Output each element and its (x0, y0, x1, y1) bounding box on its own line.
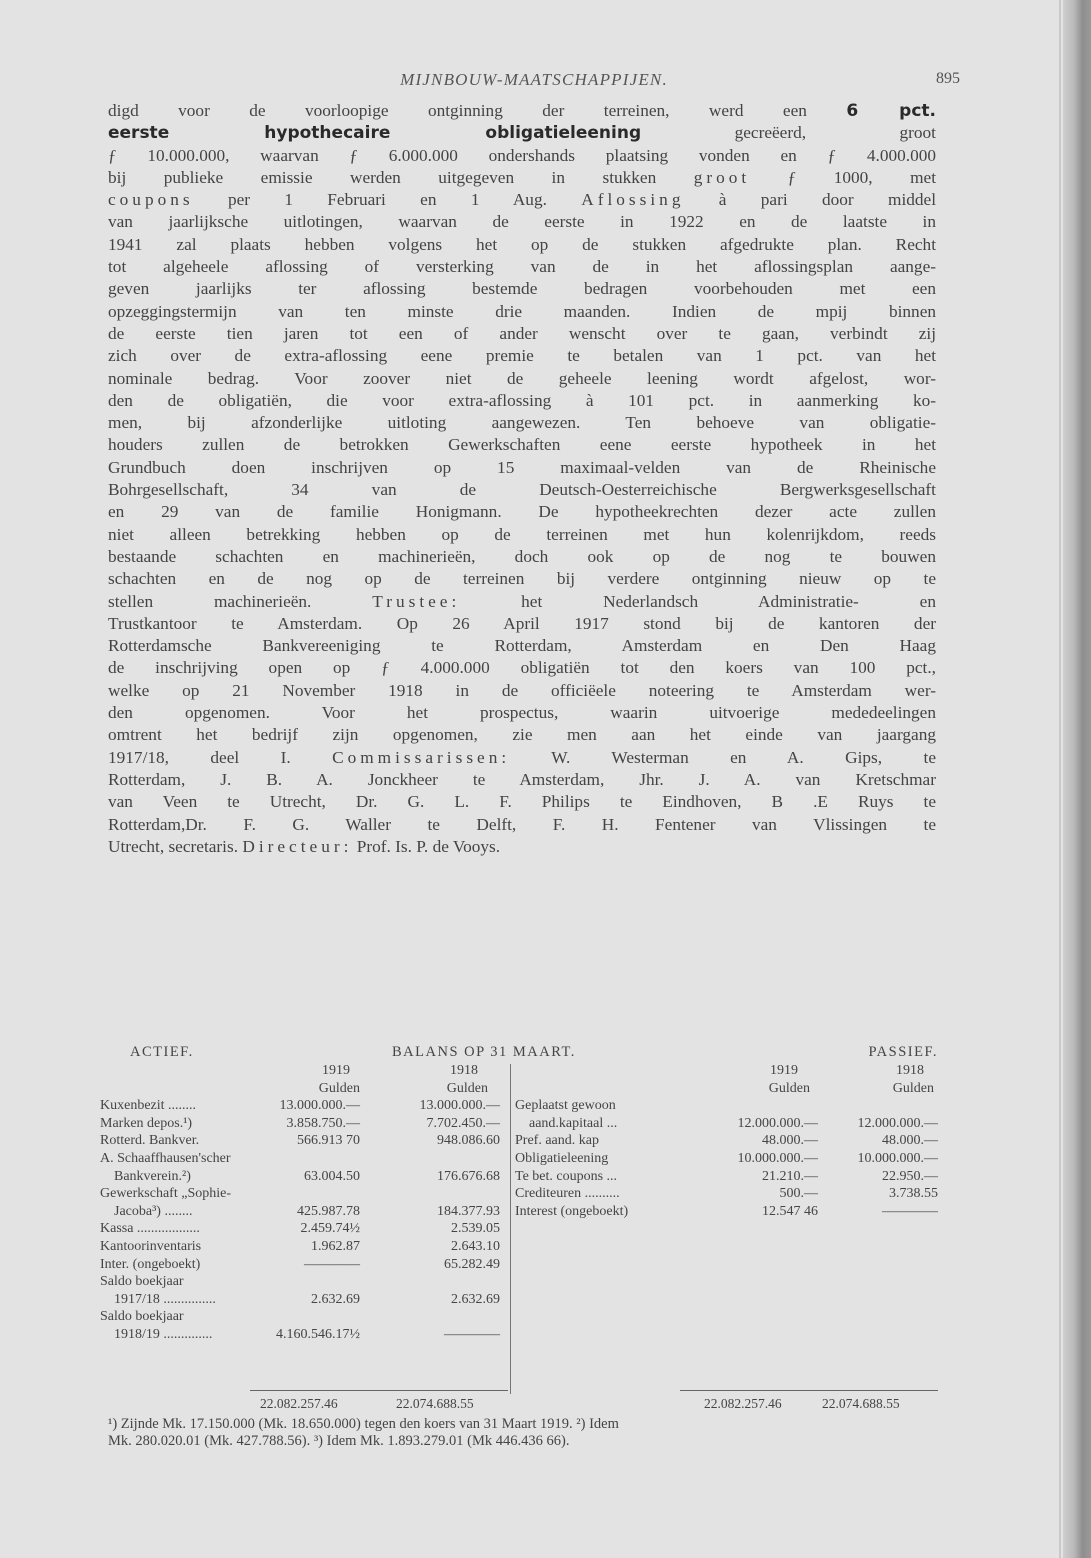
balance-title: BALANS OP 31 MAART. (392, 1044, 576, 1060)
passief-row (515, 1203, 938, 1221)
text-line (108, 836, 936, 858)
value-1918: 10.000.000.— (857, 1150, 938, 1166)
actief-row (100, 1326, 510, 1344)
value-1918: 7.702.450.— (426, 1115, 500, 1131)
text-span: ƒ 10.000.000, waarvan ƒ 6.000.000 ondershands plaatsing vonden en ƒ 4.000.000 (108, 145, 936, 165)
text-span: men, bij afzonderlijke uitloting aangewezen. Ten behoeve van obligatie- (108, 413, 936, 433)
row-label: Gewerkschaft „Sophie- (100, 1186, 232, 1202)
row-label: Marken depos.¹) (100, 1115, 193, 1131)
passief-total-1919: 22.082.257.46 (704, 1396, 782, 1411)
text-span: niet alleen betrekking hebben op de terreinen met hun kolenrijkdom, reeds (108, 524, 936, 544)
value-1918: 2.643.10 (451, 1238, 500, 1254)
actief-row (100, 1150, 510, 1168)
text-span: stellen machinerieën. (108, 591, 373, 611)
value-1918: 176.676.68 (437, 1168, 500, 1184)
text-span: per 1 Februari en 1 Aug. (193, 190, 582, 210)
text-span: gecreëerd, groot (641, 123, 936, 143)
value-1919: 500.— (779, 1186, 818, 1202)
text-span: W. Westerman en A. Gips, te (510, 747, 936, 767)
value-1918: 948.086.60 (437, 1133, 500, 1149)
row-label: Crediteuren .......... (515, 1186, 620, 1202)
text-line (108, 613, 936, 635)
actief-row (100, 1115, 510, 1133)
year-1919: 1919 (770, 1063, 798, 1078)
value-1919: 13.000.000.— (279, 1098, 360, 1114)
spaced-emphasis-text: Aflossing (581, 190, 685, 210)
spaced-emphasis-text: groot (693, 167, 751, 187)
text-line (108, 211, 936, 233)
row-label: Geplaatst gewoon (515, 1098, 616, 1114)
text-line (108, 345, 936, 367)
year-1919: 1919 (322, 1063, 350, 1078)
unit-label: Gulden (318, 1080, 360, 1096)
text-line (108, 256, 936, 278)
row-label: Pref. aand. kap (515, 1133, 599, 1149)
text-line (108, 278, 936, 300)
spaced-emphasis-text: Directeur: (242, 836, 353, 856)
value-1919: 425.987.78 (297, 1203, 360, 1219)
column-divider (510, 1064, 511, 1394)
actief-sum-line (250, 1390, 508, 1391)
text-span: en 29 van de familie Honigmann. De hypotheekrechten dezer acte zullen (108, 502, 936, 522)
text-line (108, 524, 936, 546)
unit-label: Gulden (768, 1080, 810, 1096)
page-header (108, 70, 960, 98)
text-span: den de obligatiën, die voor extra-aflossing à 101 pct. in aanmerking ko- (108, 390, 936, 410)
page-number: 895 (936, 70, 960, 87)
text-span: omtrent het bedrijf zijn opgenomen, zie men aan het einde van jaargang (108, 725, 936, 745)
footnotes (108, 1416, 936, 1450)
text-line (108, 122, 936, 144)
text-line (108, 100, 936, 122)
text-span: de inschrijving open op ƒ 4.000.000 obligatiën tot den koers van 100 pct., (108, 658, 936, 678)
text-line (108, 657, 936, 679)
value-1919: ———— (304, 1256, 360, 1272)
text-line (108, 814, 936, 836)
value-1918: 184.377.93 (437, 1203, 500, 1219)
actief-total-1919: 22.082.257.46 (260, 1396, 338, 1411)
unit-label: Gulden (892, 1080, 934, 1096)
value-1918: 13.000.000.— (419, 1098, 500, 1114)
value-1919: 2.632.69 (311, 1291, 360, 1307)
unit-header-row (515, 1080, 938, 1098)
text-line (108, 434, 936, 456)
actief-column (100, 1062, 510, 1344)
row-label: A. Schaaffhausen'scher (100, 1150, 231, 1166)
text-span: 1917/18, deel I. (108, 747, 333, 767)
row-label: Inter. (ongeboekt) (100, 1256, 201, 1272)
text-span: van Veen te Utrecht, Dr. G. L. F. Philips te Eindhoven, B .E Ruys te (108, 792, 936, 812)
text-span: het Nederlandsch Administratie- en (460, 591, 936, 611)
text-line (108, 412, 936, 434)
body-paragraph (108, 100, 936, 858)
running-title: MIJNBOUW-MAATSCHAPPIJEN. (400, 70, 668, 89)
value-1919: 2.459.74½ (300, 1221, 360, 1237)
text-span: Rotterdamsche Bankvereeniging te Rotterdam, Amsterdam en Den Haag (108, 636, 936, 656)
actief-row (100, 1308, 510, 1326)
text-span: geven jaarlijks ter aflossing bestemde bedragen voorbehouden met een (108, 279, 936, 299)
value-1919: 10.000.000.— (737, 1150, 818, 1166)
row-label: Jacoba³) ........ (114, 1203, 193, 1219)
text-span: den opgenomen. Voor het prospectus, waarin uitvoerige mededeelingen (108, 703, 936, 723)
book-binding-gutter (1063, 0, 1091, 1558)
row-label: Te bet. coupons ... (515, 1168, 618, 1184)
actief-row (100, 1256, 510, 1274)
spaced-emphasis-text: coupons (108, 190, 194, 210)
text-span: Prof. Is. P. de Vooys. (352, 836, 501, 856)
actief-row (100, 1291, 510, 1309)
text-span: 1941 zal plaats hebben volgens het op de stukken afgedrukte plan. Recht (108, 234, 936, 254)
text-span: digd voor de voorloopige ontginning der terreinen, werd een (108, 101, 847, 120)
row-label: Saldo boekjaar (100, 1274, 184, 1290)
actief-row (100, 1238, 510, 1256)
row-label: Rotterd. Bankver. (100, 1133, 200, 1149)
value-1918: 48.000.— (882, 1133, 938, 1149)
actief-row (100, 1220, 510, 1238)
row-label: 1918/19 .............. (114, 1326, 213, 1342)
text-line (108, 323, 936, 345)
row-label: Bankverein.²) (114, 1168, 191, 1184)
value-1918: 12.000.000.— (857, 1115, 938, 1131)
text-span: Bohrgesellschaft, 34 van de Deutsch-Oesterreichische Bergwerksgesellschaft (108, 480, 936, 500)
text-span: Rotterdam, J. B. A. Jonckheer te Amsterdam, Jhr. J. A. van Kretschmar (108, 769, 936, 789)
actief-row (100, 1203, 510, 1221)
row-label: Interest (ongeboekt) (515, 1203, 629, 1219)
year-1918: 1918 (450, 1063, 478, 1078)
text-line (108, 568, 936, 590)
balance-sheet (100, 1044, 938, 1411)
text-span: à pari door middel (684, 190, 936, 210)
actief-row (100, 1132, 510, 1150)
text-line (108, 501, 936, 523)
text-line (108, 457, 936, 479)
text-span: opzeggingstermijn van ten minste drie maanden. Indien de mpij binnen (108, 301, 936, 321)
text-span: Rotterdam,Dr. F. G. Waller te Delft, F. H. Fentener van Vlissingen te (108, 814, 936, 834)
bold-heading-text: eerste hypothecaire obligatieleening (108, 123, 642, 144)
row-label: Obligatieleening (515, 1150, 609, 1166)
actief-row (100, 1273, 510, 1291)
passief-row (515, 1168, 938, 1186)
value-1919: 3.858.750.— (286, 1115, 360, 1131)
text-line (108, 167, 936, 189)
passief-row (515, 1115, 938, 1133)
text-span: ƒ 1000, met (750, 167, 936, 187)
text-span: bij publieke emissie werden uitgegeven in stukken (108, 167, 694, 187)
value-1919: 21.210.— (762, 1168, 818, 1184)
passief-total-1918: 22.074.688.55 (822, 1396, 900, 1411)
row-label: Kassa .................. (100, 1221, 200, 1237)
text-span: nominale bedrag. Voor zoover niet de geheele leening wordt afgelost, wor- (108, 368, 936, 388)
text-line (108, 390, 936, 412)
passief-heading: PASSIEF. (868, 1044, 938, 1060)
text-span: Utrecht, secretaris. (108, 836, 243, 856)
row-label: Saldo boekjaar (100, 1309, 184, 1325)
text-line (108, 189, 936, 211)
text-span: tot algeheele aflossing of versterking van de in het aflossingsplan aange- (108, 257, 936, 277)
text-line (108, 368, 936, 390)
row-label: aand.kapitaal ... (529, 1115, 618, 1131)
year-header-row (515, 1062, 938, 1080)
spaced-emphasis-text: Trustee: (372, 591, 461, 611)
value-1918: 22.950.— (882, 1168, 938, 1184)
actief-row (100, 1185, 510, 1203)
passief-sum-line (680, 1390, 938, 1391)
value-1918: 2.632.69 (451, 1291, 500, 1307)
passief-row (515, 1097, 938, 1115)
value-1919: 4.160.546.17½ (276, 1326, 360, 1342)
text-span: Grundbuch doen inschrijven op 15 maximaal-velden van de Rheinische (108, 457, 936, 477)
text-line (108, 546, 936, 568)
text-span: welke op 21 November 1918 in de officiëele noteering te Amsterdam wer- (108, 680, 936, 700)
text-span: zich over de extra-aflossing eene premie te betalen van 1 pct. van het (108, 346, 936, 366)
value-1919: 63.004.50 (304, 1168, 360, 1184)
text-line (108, 145, 936, 167)
text-span: de eerste tien jaren tot een of ander wenscht over te gaan, verbindt zij (108, 323, 936, 343)
actief-row (100, 1168, 510, 1186)
text-span: van jaarlijksche uitlotingen, waarvan de eerste in 1922 en de laatste in (108, 212, 936, 232)
year-header-row (100, 1062, 510, 1080)
value-1918: 2.539.05 (451, 1221, 500, 1237)
value-1919: 12.547 46 (762, 1203, 818, 1219)
row-label: Kantoorinventaris (100, 1238, 202, 1254)
text-line (108, 635, 936, 657)
text-line (108, 724, 936, 746)
text-line (108, 747, 936, 769)
value-1919: 12.000.000.— (737, 1115, 818, 1131)
text-span: bestaande schachten en machinerieën, doch ook op de nog te bouwen (108, 546, 936, 566)
actief-total-1918: 22.074.688.55 (396, 1396, 474, 1411)
spaced-emphasis-text: Commissarissen: (332, 747, 511, 767)
value-1919: 48.000.— (762, 1133, 818, 1149)
text-span: houders zullen de betrokken Gewerkschaften eene eerste hypotheek in het (108, 435, 936, 455)
unit-label: Gulden (446, 1080, 488, 1096)
row-label: 1917/18 ............... (114, 1291, 216, 1307)
balance-title-row (100, 1044, 938, 1062)
footnote-line-2: Mk. 280.020.01 (Mk. 427.788.56). ³) Idem Mk. 1.893.279.01 (Mk 446.436 66). (108, 1433, 570, 1449)
passief-row (515, 1132, 938, 1150)
unit-header-row (100, 1080, 510, 1098)
value-1919: 1.962.87 (311, 1238, 360, 1254)
text-line (108, 479, 936, 501)
text-span: Trustkantoor te Amsterdam. Op 26 April 1917 stond bij de kantoren der (108, 613, 936, 633)
passief-row (515, 1185, 938, 1203)
bold-heading-text: 6 pct. (846, 101, 937, 121)
text-line (108, 791, 936, 813)
text-span: schachten en de nog op de terreinen bij verdere ontginning nieuw op te (108, 569, 936, 589)
footnote-line-1: ¹) Zijnde Mk. 17.150.000 (Mk. 18.650.000) tegen den koers van 31 Maart 1919. ²) Idem (108, 1416, 619, 1432)
passief-row (515, 1150, 938, 1168)
value-1918: ———— (444, 1326, 500, 1342)
value-1918: ———— (882, 1203, 938, 1219)
text-line (108, 301, 936, 323)
value-1918: 3.738.55 (889, 1186, 938, 1202)
actief-heading: ACTIEF. (130, 1044, 194, 1060)
value-1918: 65.282.49 (444, 1256, 500, 1272)
page-gutter-shadow (1059, 0, 1061, 1558)
value-1919: 566.913 70 (297, 1133, 360, 1149)
row-label: Kuxenbezit ........ (100, 1098, 197, 1114)
text-line (108, 769, 936, 791)
text-line (108, 591, 936, 613)
text-line (108, 680, 936, 702)
passief-column (515, 1062, 938, 1220)
year-1918: 1918 (896, 1063, 924, 1078)
text-line (108, 702, 936, 724)
text-line (108, 234, 936, 256)
actief-row (100, 1097, 510, 1115)
